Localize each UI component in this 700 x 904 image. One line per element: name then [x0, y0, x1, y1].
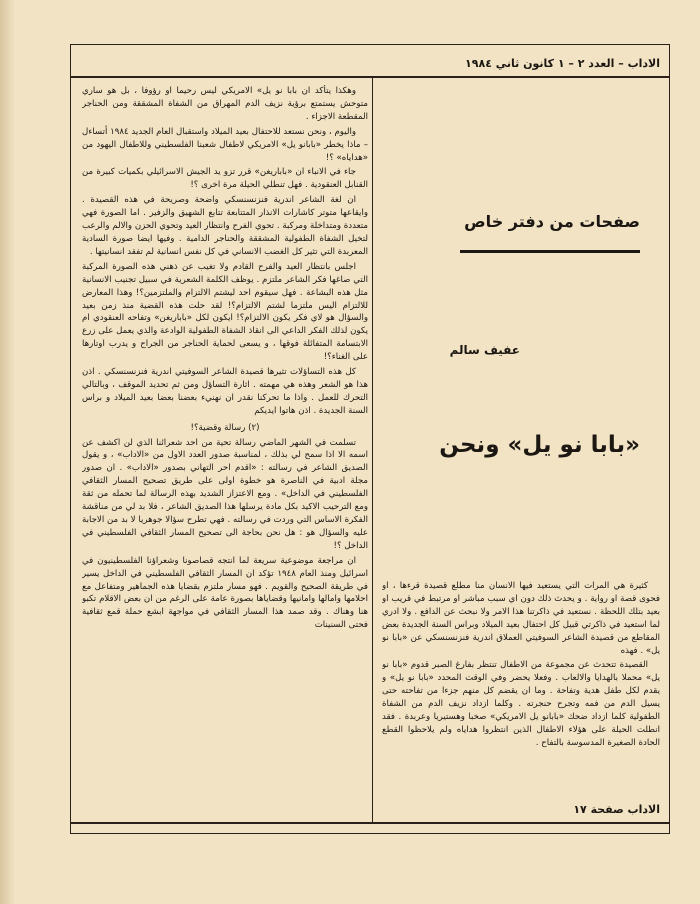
section-title: صفحات من دفتر خاص	[464, 212, 640, 231]
right-text-column	[82, 85, 368, 797]
section-subheading: (٢) رسالة وقضية؟!	[190, 422, 260, 433]
paragraph: ان مراجعة موضوعية سريعة لما انتجه قصاصونا وشعراؤنا الفلسطينيون في اسرائيل ومنذ العام ١٩٤٨ تؤكد ان المسار الثقافي الفلسطيني في الداخل يسير في طريقة الصحيح والقويم . فهو مسار ملتزم بقضايا هذه الجماهير ومتفاعل مع احلامها وامالها وامانيها وقضاياها بصورة عامة على الرغم من ان بعض الاقلام تكبو هنا وهناك . وقد صمد هذا المسار الثقافي في مواجهة ابشع حملة قمع ثقافية فحتى السنينات	[82, 555, 368, 631]
footer-rule	[70, 822, 670, 824]
paragraph: كل هذه التساؤلات تثيرها قصيدة الشاعر السوفيتي اندرية فنزنسنسكي . اذن هذا هو الشعر وهذه هي مهمته . اثارة التساؤل ومن ثم تحديد الموقف ، وبالتالي التحرك للعمل . واذا ما تحركنا نقدر ان نهنيء بعضنا بعضا بعيد الميلاد و براس السنة الجديدة . اذن هاتوا ايديكم	[82, 367, 368, 416]
running-head: الاداب – العدد ٢ – ١ كانون ثاني ١٩٨٤	[465, 57, 660, 70]
paragraph: اجلس بانتظار العيد والفرح القادم ولا تغيب عن ذهني هذه الصورة المركبة التي صاغها فكر الشاعر ملتزم . يوظف الكلمة الشعرية في سبيل تجنيب الانسانية مثل هذه البشاعة . فهل سيقوم احد ليشتم الالتزام والملتزمين؟! وهذا المعارض للالتزام اليس ملتزما لشتم الالتزام؟! لقد حلت هذه القضية منذ زمن بعيد والسؤال هو لاي فكر يكون الالتزام؟! ايكون لكل «باباريغن» وتفاحه العنقودي ام يكون لذلك الفكر الداعي الى انقاذ الشفاة الطفولية الوادعة والذي يعمل على زرع الابتسامة المتفائلة فوقها ، و يسعى لحماية الحناجر من الجراح و يدرب اوتارها على الغناء؟!	[82, 261, 368, 363]
section-title-rule	[460, 250, 640, 253]
paragraph: جاء في الانباء ان «باباريغن» قرر تزو يد الجيش الاسرائيلي بكميات كبيرة من القنابل العنقودية . فهل تنطلي الحيلة مرة اخرى ؟!	[82, 167, 368, 191]
paragraph: ان لغة الشاعر اندرية فنزنسنسكي واضحة وصريحة في هذه القصيدة . وايقاعها متوتر كاشارات الانذار المتتابعة تتابع الشهيق والزفير . اما الصورة فهي متعددة ومتداخلة ومركبة . تحوي الفرح وانتظار العيد وتحوي الحزن والالم والرعب لتخيل الشفاة الطفولية المشققة والحناجر الدامية . وفيها ايضا صورة السادية المعربدة التي تثير كل الغضب الانساني في كل نفس انسانية لم تفقد انسانيتها .	[82, 195, 368, 257]
paragraph: كثيرة هي المرات التي يستعيد فيها الانسان منا مطلع قصيدة قرءها ، او فحوى قصة او رواية . و يحدث ذلك دون اي سبب مباشر او مرتبط في قريب او بعيد بتلك اللحظة . نستعيد في ذاكرتنا هذا الامر ولا نبحث عن الدافع . ولا ادري لما استعيد في ذاكرتي قبيل كل احتفال بعيد الميلاد وبراس السنة الجديدة بعض المقاطع من قصيدة الشاعر السوفيتي العملاق اندرية فنزنسنسكي عن «بابا نو يل» . فهذه	[382, 581, 660, 656]
author-name: عفيف سالم	[449, 343, 520, 357]
page-spine-shadow	[0, 0, 14, 904]
paragraph: القصيدة تتحدث عن مجموعة من الاطفال تنتظر بفارغ الصبر قدوم «بابا نو يل» محملا بالهدايا والالعاب . وفعلا يحضر وفي الوقت المحدد «بابا نو يل» و يقدم لكل طفل هدية وتفاحة . وما ان يقضم كل منهم جزءا من تفاحته حتى يسيل الدم من فمه وتجرح حنجرته . وكلما ازداد نزيف الدم من الشفاة الطفولية كلما ازداد ضحك «بابانو يل الامريكي» صخبا وهستيريا وعربدة . فقد انطلت الحيلة على هؤلاء الاطفال الذين انتظروا هداياه ولم يلاحظوا القطع الحادة الصغيرة المدسوسة بالتفاح .	[382, 660, 660, 748]
left-text-column	[382, 580, 660, 813]
page-footer: الاداب صفحة ١٧	[573, 803, 660, 816]
header-rule	[70, 76, 670, 78]
article-title: «بابا نو يل» ونحن	[439, 432, 640, 458]
paragraph: وهكذا يتأكد ان بابا نو يل» الامريكي ليس رحيما او رؤوفا ، بل هو ساري متوحش يستمتع برؤية نزيف الدم المهراق من الشفاة المشققة ومن الحناجر المقطعة الاجزاء .	[82, 86, 368, 122]
paragraph: واليوم ، ونحن نستعد للاحتفال بعيد الميلاد واستقبال العام الجديد ١٩٨٤ أتساءل – ماذا يخطر «بابانو يل» الامريكي لاطفال شعبنا الفلسطيني وللاطفال اليهود من «هداياه» ؟!	[82, 126, 368, 163]
paragraph: تسلمت في الشهر الماضي رسالة تحية من احد شعرائنا الذي لن اكشف عن اسمه الا اذا سمح لي بذلك ، لمناسبة صدور العدد الاول من «الاداب» ، و يقول الصديق الشاعر في رسالته : «اقدم احر التهاني بصدور «الاداب» . ان صدور مجلة ادبية في الناصرة هو خطوة اولى على طريق تصحيح المسار الثقافي الفلسطيني في الداخل» . ومع الاعتزاز الشديد بهذه الرسالة لما تحمله من ثقة ومع الترحيب الاكيد بكل مادة يرسلها هذا الصديق الشاعر ، فلا بد لي من مناقشة الفكرة الاساس التي وردت في رسالته . فهي تطرح سؤالا جوهريا لا بد من الاجابة عليه والسؤال هو : هل نحن بحاجة الى تصحيح المسار الثقافي الفلسطيني في الداخل ؟!	[82, 437, 368, 551]
column-divider	[372, 78, 373, 822]
